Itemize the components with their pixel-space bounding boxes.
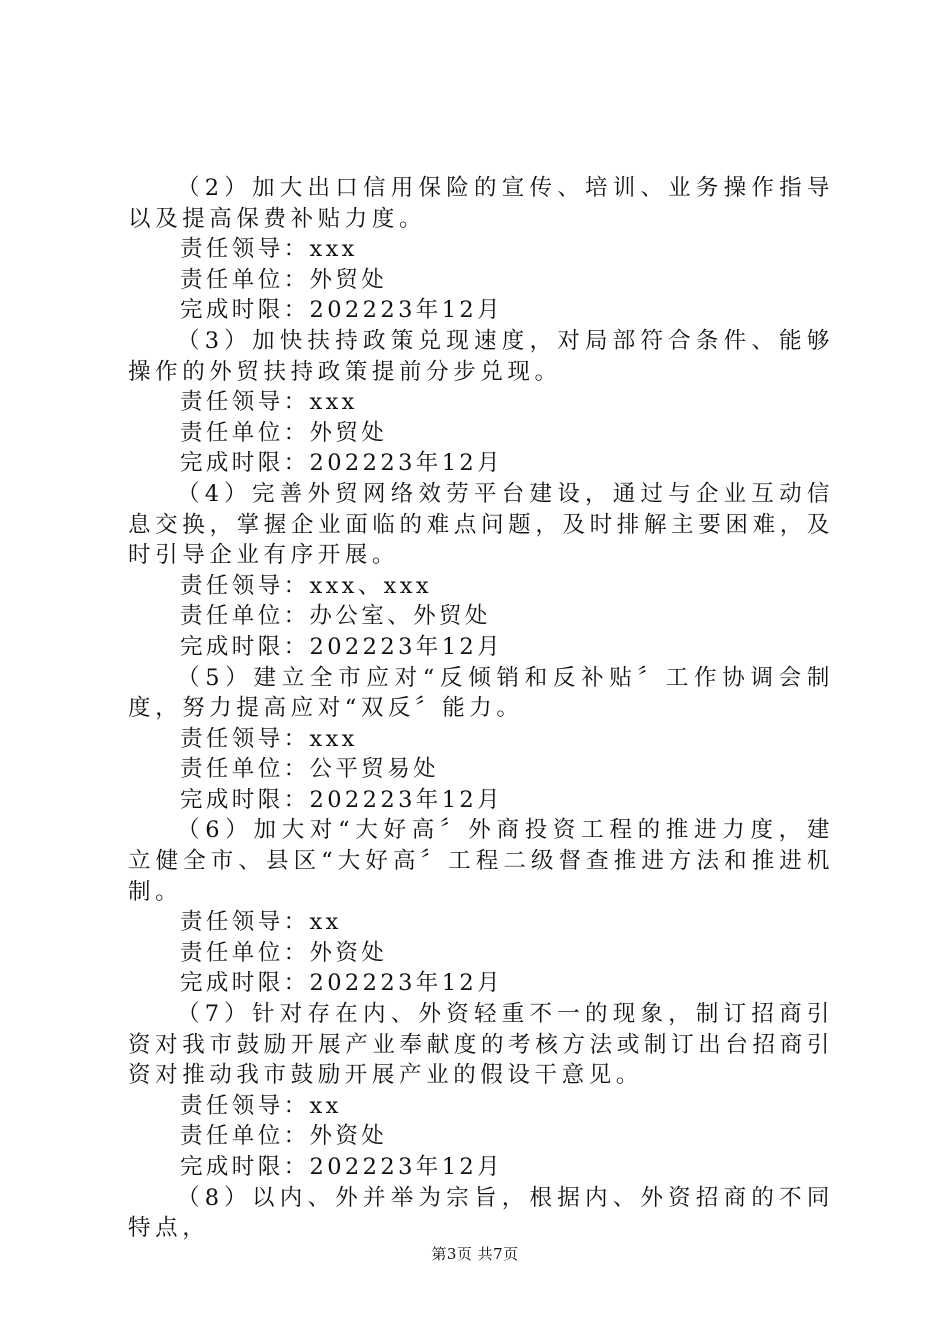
item-4-text: （4）完善外贸网络效劳平台建设，通过与企业互动信息交换，掌握企业面临的难点问题，及时排解主要困难，及时引导企业有序开展。 xyxy=(128,480,834,569)
item-2-leader: 责任领导：xxx xyxy=(180,236,358,263)
item-5-text: （5）建立全市应对“反倾销和反补贴〞工作协调会制度，努力提高应对“双反〞能力。 xyxy=(128,664,834,722)
item-7-unit: 责任单位：外资处 xyxy=(180,1123,388,1150)
item-6-deadline: 完成时限：202223年12月 xyxy=(180,970,504,997)
item-3-unit: 责任单位：外贸处 xyxy=(180,419,388,446)
item-7-leader: 责任领导：xx xyxy=(180,1092,342,1119)
item-3-deadline: 完成时限：202223年12月 xyxy=(180,450,504,477)
item-3-text: （3）加快扶持政策兑现速度，对局部符合条件、能够操作的外贸扶持政策提前分步兑现。 xyxy=(128,327,834,385)
page-footer: 第3页 共7页 xyxy=(431,1245,519,1263)
item-8-text: （8）以内、外并举为宗旨，根据内、外资招商的不同特点， xyxy=(128,1184,834,1242)
item-4-leader: 责任领导：xxx、xxx xyxy=(180,572,432,599)
item-6-leader: 责任领导：xx xyxy=(180,909,342,936)
item-7-text: （7）针对存在内、外资轻重不一的现象，制订招商引资对我市鼓励开展产业奉献度的考核方法或制订出台招商引资对推动我市鼓励开展产业的假设干意见。 xyxy=(128,1001,834,1089)
item-4-deadline: 完成时限：202223年12月 xyxy=(180,633,504,660)
item-4-unit: 责任单位：办公室、外贸处 xyxy=(180,603,491,630)
item-5-deadline: 完成时限：202223年12月 xyxy=(180,786,504,813)
item-2-text: （2）加大出口信用保险的宣传、培训、业务操作指导以及提高保费补贴力度。 xyxy=(128,175,834,232)
item-2-deadline: 完成时限：202223年12月 xyxy=(180,297,504,324)
item-6-unit: 责任单位：外资处 xyxy=(180,939,388,966)
item-6-text: （6）加大对“大好高〞外商投资工程的推进力度，建立健全市、县区“大好高〞工程二级督查推进方法和推进机制。 xyxy=(128,817,834,905)
item-5-unit: 责任单位：公平贸易处 xyxy=(180,756,440,783)
item-5-leader: 责任领导：xxx xyxy=(180,725,358,752)
item-2-unit: 责任单位：外贸处 xyxy=(180,266,388,293)
item-3-leader: 责任领导：xxx xyxy=(180,389,358,416)
item-7-deadline: 完成时限：202223年12月 xyxy=(180,1154,504,1180)
document-body xyxy=(128,173,834,1244)
